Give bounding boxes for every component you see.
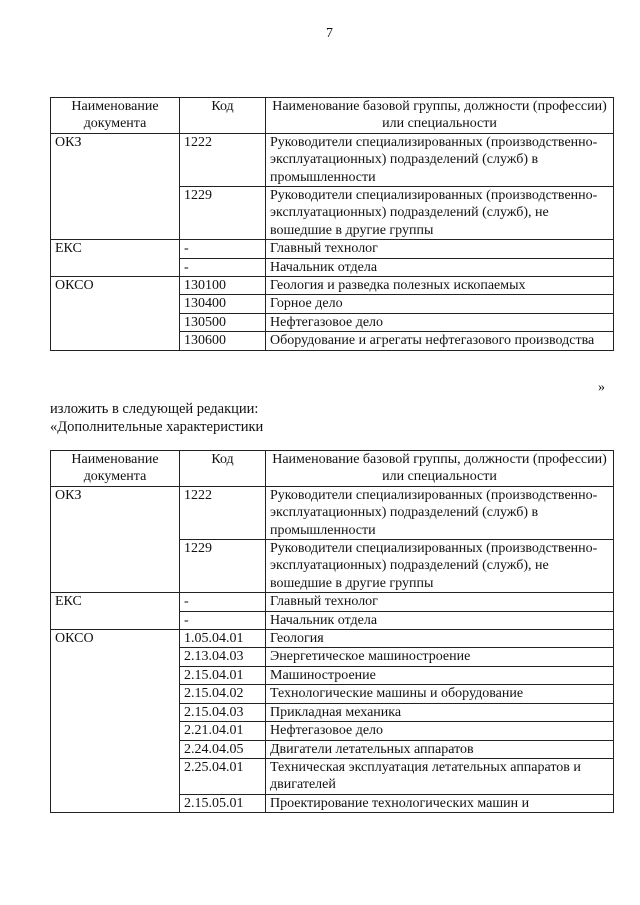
document-name-cell: ЕКС	[51, 240, 180, 277]
position-name-cell: Машиностроение	[266, 666, 614, 684]
code-header: Код	[180, 98, 266, 134]
position-name-header: Наименование базовой группы, должности (профессии) или специальности	[266, 98, 614, 134]
section-title: «Дополнительные характеристики	[50, 419, 264, 435]
code-cell: 130600	[180, 332, 266, 350]
position-name-cell: Нефтегазовое дело	[266, 313, 614, 331]
code-cell: 2.25.04.01	[180, 758, 266, 794]
table-row	[51, 593, 614, 611]
closing-quote: »	[598, 380, 605, 395]
code-header: Код	[180, 451, 266, 487]
classification-table-old	[50, 97, 614, 351]
code-cell: 130500	[180, 313, 266, 331]
code-cell: -	[180, 611, 266, 629]
position-name-cell: Техническая эксплуатация летательных аппаратов и двигателей	[266, 758, 614, 794]
code-cell: 130400	[180, 295, 266, 313]
position-name-cell: Проектирование технологических машин и	[266, 794, 614, 812]
document-name-cell: ОКСО	[51, 277, 180, 351]
code-cell: 1222	[180, 133, 266, 186]
table-row	[51, 277, 614, 295]
code-cell: 2.15.04.01	[180, 666, 266, 684]
code-cell: 2.15.04.02	[180, 685, 266, 703]
code-cell: 1.05.04.01	[180, 630, 266, 648]
position-name-cell: Руководители специализированных (производственно-эксплуатационных) подразделений (служб), не вошедшие в другие группы	[266, 187, 614, 240]
table-header-row	[51, 98, 614, 134]
position-name-cell: Нефтегазовое дело	[266, 722, 614, 740]
table-row	[51, 133, 614, 186]
page-number: 7	[326, 26, 333, 41]
classification-table-new	[50, 450, 614, 813]
code-cell: -	[180, 258, 266, 276]
code-cell: -	[180, 240, 266, 258]
position-name-cell: Горное дело	[266, 295, 614, 313]
code-cell: 2.21.04.01	[180, 722, 266, 740]
position-name-cell: Энергетическое машиностроение	[266, 648, 614, 666]
table-header-row	[51, 451, 614, 487]
position-name-cell: Руководители специализированных (производственно-эксплуатационных) подразделений (служб) в промышленности	[266, 133, 614, 186]
position-name-cell: Геология	[266, 630, 614, 648]
code-cell: -	[180, 593, 266, 611]
code-cell: 130100	[180, 277, 266, 295]
code-cell: 2.15.04.03	[180, 703, 266, 721]
table-row	[51, 240, 614, 258]
table-row	[51, 486, 614, 539]
code-cell: 2.15.05.01	[180, 794, 266, 812]
code-cell: 2.24.04.05	[180, 740, 266, 758]
position-name-header: Наименование базовой группы, должности (профессии) или специальности	[266, 451, 614, 487]
code-cell: 1222	[180, 486, 266, 539]
code-cell: 2.13.04.03	[180, 648, 266, 666]
position-name-cell: Начальник отдела	[266, 611, 614, 629]
position-name-cell: Начальник отдела	[266, 258, 614, 276]
position-name-cell: Руководители специализированных (производственно-эксплуатационных) подразделений (служб) в промышленности	[266, 486, 614, 539]
position-name-cell: Оборудование и агрегаты нефтегазового производства	[266, 332, 614, 350]
position-name-cell: Руководители специализированных (производственно-эксплуатационных) подразделений (служб), не вошедшие в другие группы	[266, 540, 614, 593]
document-name-cell: ОКЗ	[51, 133, 180, 239]
document-name-header: Наименование документа	[51, 98, 180, 134]
position-name-cell: Главный технолог	[266, 240, 614, 258]
document-name-cell: ОКЗ	[51, 486, 180, 592]
table-row	[51, 630, 614, 648]
document-name-cell: ОКСО	[51, 630, 180, 813]
position-name-cell: Главный технолог	[266, 593, 614, 611]
position-name-cell: Прикладная механика	[266, 703, 614, 721]
document-name-cell: ЕКС	[51, 593, 180, 630]
document-name-header: Наименование документа	[51, 451, 180, 487]
position-name-cell: Технологические машины и оборудование	[266, 685, 614, 703]
code-cell: 1229	[180, 540, 266, 593]
instruction-text: изложить в следующей редакции:	[50, 401, 259, 417]
code-cell: 1229	[180, 187, 266, 240]
position-name-cell: Геология и разведка полезных ископаемых	[266, 277, 614, 295]
position-name-cell: Двигатели летательных аппаратов	[266, 740, 614, 758]
